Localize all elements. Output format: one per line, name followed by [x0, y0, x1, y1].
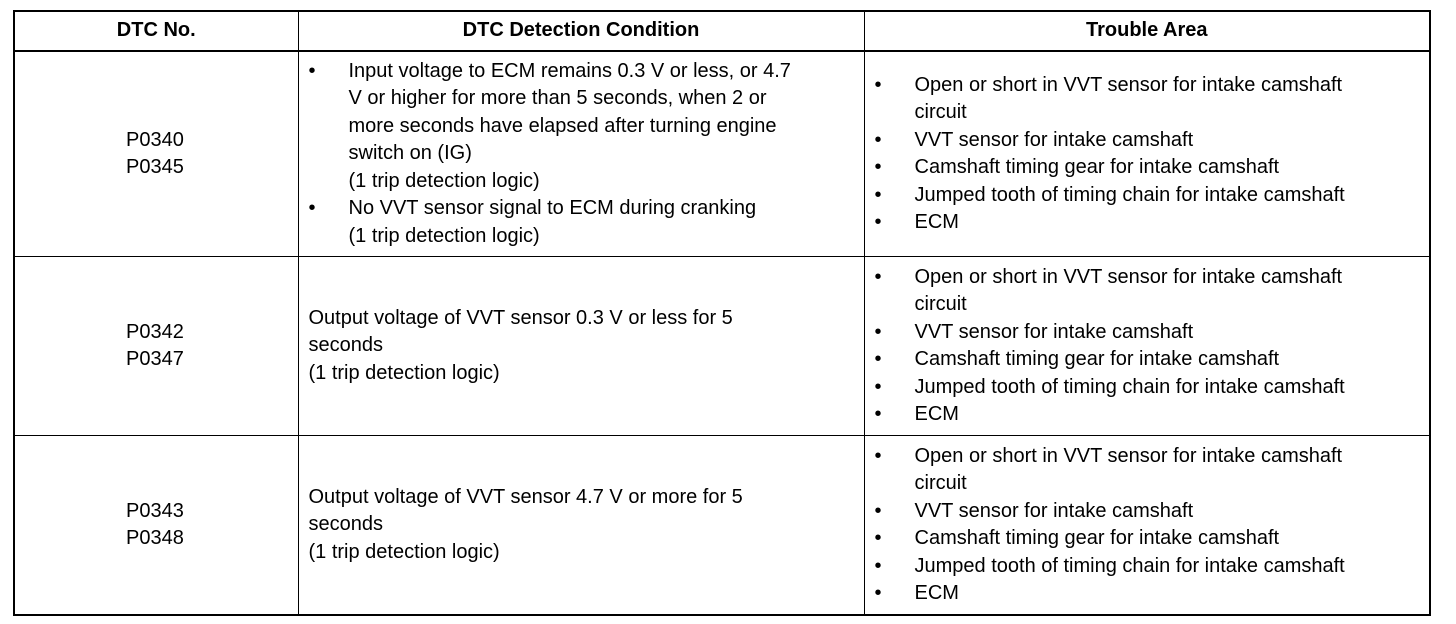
trouble-area-list	[875, 264, 1422, 429]
bullet: •	[874, 265, 882, 288]
dtc-code: P0342	[126, 320, 184, 343]
bullet: •	[874, 527, 882, 549]
condition-text: Output voltage of VVT sensor 4.7 V or more for 5	[308, 485, 743, 508]
list-item: • VVT sensor for intake camshaft	[875, 127, 1422, 155]
condition-text: (1 trip detection logic)	[308, 361, 500, 384]
list-item: • Input voltage to ECM remains 0.3 V or less, or 4.7 V or higher for more than 5 seconds, when 2 or more seconds have elapsed after turning engine switch on (IG) (1 trip detection logic)	[308, 59, 791, 192]
list-item: • ECM	[875, 209, 1422, 237]
list-item: • Camshaft timing gear for intake camshaft	[875, 154, 1422, 182]
bullet: •	[874, 554, 882, 577]
list-item: • Camshaft timing gear for intake camshaft	[875, 346, 1422, 374]
list-item: • No VVT sensor signal to ECM during cranking (1 trip detection logic)	[308, 197, 757, 247]
bullet: •	[308, 197, 316, 220]
condition-text: (1 trip detection logic)	[308, 540, 500, 563]
list-item: • ECM	[875, 580, 1422, 608]
table-row	[14, 257, 1430, 436]
bullet: •	[874, 320, 882, 343]
header-detection-condition: DTC Detection Condition	[298, 11, 864, 51]
dtc-code: P0340	[126, 128, 184, 151]
list-item: • Open or short in VVT sensor for intake camshaft circuit	[874, 444, 1343, 494]
detection-condition-cell	[298, 436, 864, 616]
dtc-code: P0347	[126, 348, 184, 370]
list-item: • Open or short in VVT sensor for intake camshaft circuit	[874, 73, 1343, 123]
bullet: •	[874, 444, 882, 467]
dtc-code-cell	[14, 436, 298, 616]
bullet: •	[874, 499, 882, 522]
header-trouble-area: Trouble Area	[864, 11, 1430, 51]
trouble-area-cell	[864, 51, 1430, 257]
bullet: •	[874, 403, 882, 425]
dtc-table	[13, 10, 1431, 616]
list-item: • VVT sensor for intake camshaft	[875, 319, 1422, 347]
list-item: • VVT sensor for intake camshaft	[875, 498, 1422, 526]
bullet: •	[874, 375, 882, 398]
detection-condition-cell	[298, 51, 864, 257]
bullet: •	[308, 59, 316, 82]
dtc-code: P0348	[126, 527, 184, 549]
table-row	[14, 436, 1430, 616]
condition-text: Output voltage of VVT sensor 0.3 V or less for 5	[308, 306, 733, 329]
trouble-area-cell	[864, 257, 1430, 436]
condition-list	[309, 58, 856, 251]
dtc-code: P0343	[126, 499, 184, 522]
bullet: •	[874, 211, 882, 233]
detection-condition-cell	[298, 257, 864, 436]
bullet: •	[874, 582, 882, 604]
header-row	[14, 11, 1430, 51]
trouble-area-cell	[864, 436, 1430, 616]
dtc-code-cell	[14, 257, 298, 436]
dtc-code-cell	[14, 51, 298, 257]
bullet: •	[874, 73, 882, 96]
condition-text: seconds	[308, 513, 383, 536]
list-item: • Open or short in VVT sensor for intake camshaft circuit	[874, 265, 1343, 315]
list-item: • ECM	[875, 401, 1422, 429]
trouble-area-list	[875, 443, 1422, 608]
list-item: • Jumped tooth of timing chain for intake camshaft	[875, 182, 1422, 210]
table-row	[14, 51, 1430, 257]
bullet: •	[874, 128, 882, 151]
trouble-area-list	[875, 72, 1422, 237]
dtc-code: P0345	[126, 156, 184, 178]
bullet: •	[874, 348, 882, 370]
list-item: • Jumped tooth of timing chain for intake camshaft	[875, 553, 1422, 581]
header-dtc-no: DTC No.	[14, 11, 298, 51]
list-item: • Jumped tooth of timing chain for intake camshaft	[875, 374, 1422, 402]
bullet: •	[874, 183, 882, 206]
condition-text: seconds	[308, 334, 383, 357]
bullet: •	[874, 156, 882, 178]
list-item: • Camshaft timing gear for intake camshaft	[875, 525, 1422, 553]
